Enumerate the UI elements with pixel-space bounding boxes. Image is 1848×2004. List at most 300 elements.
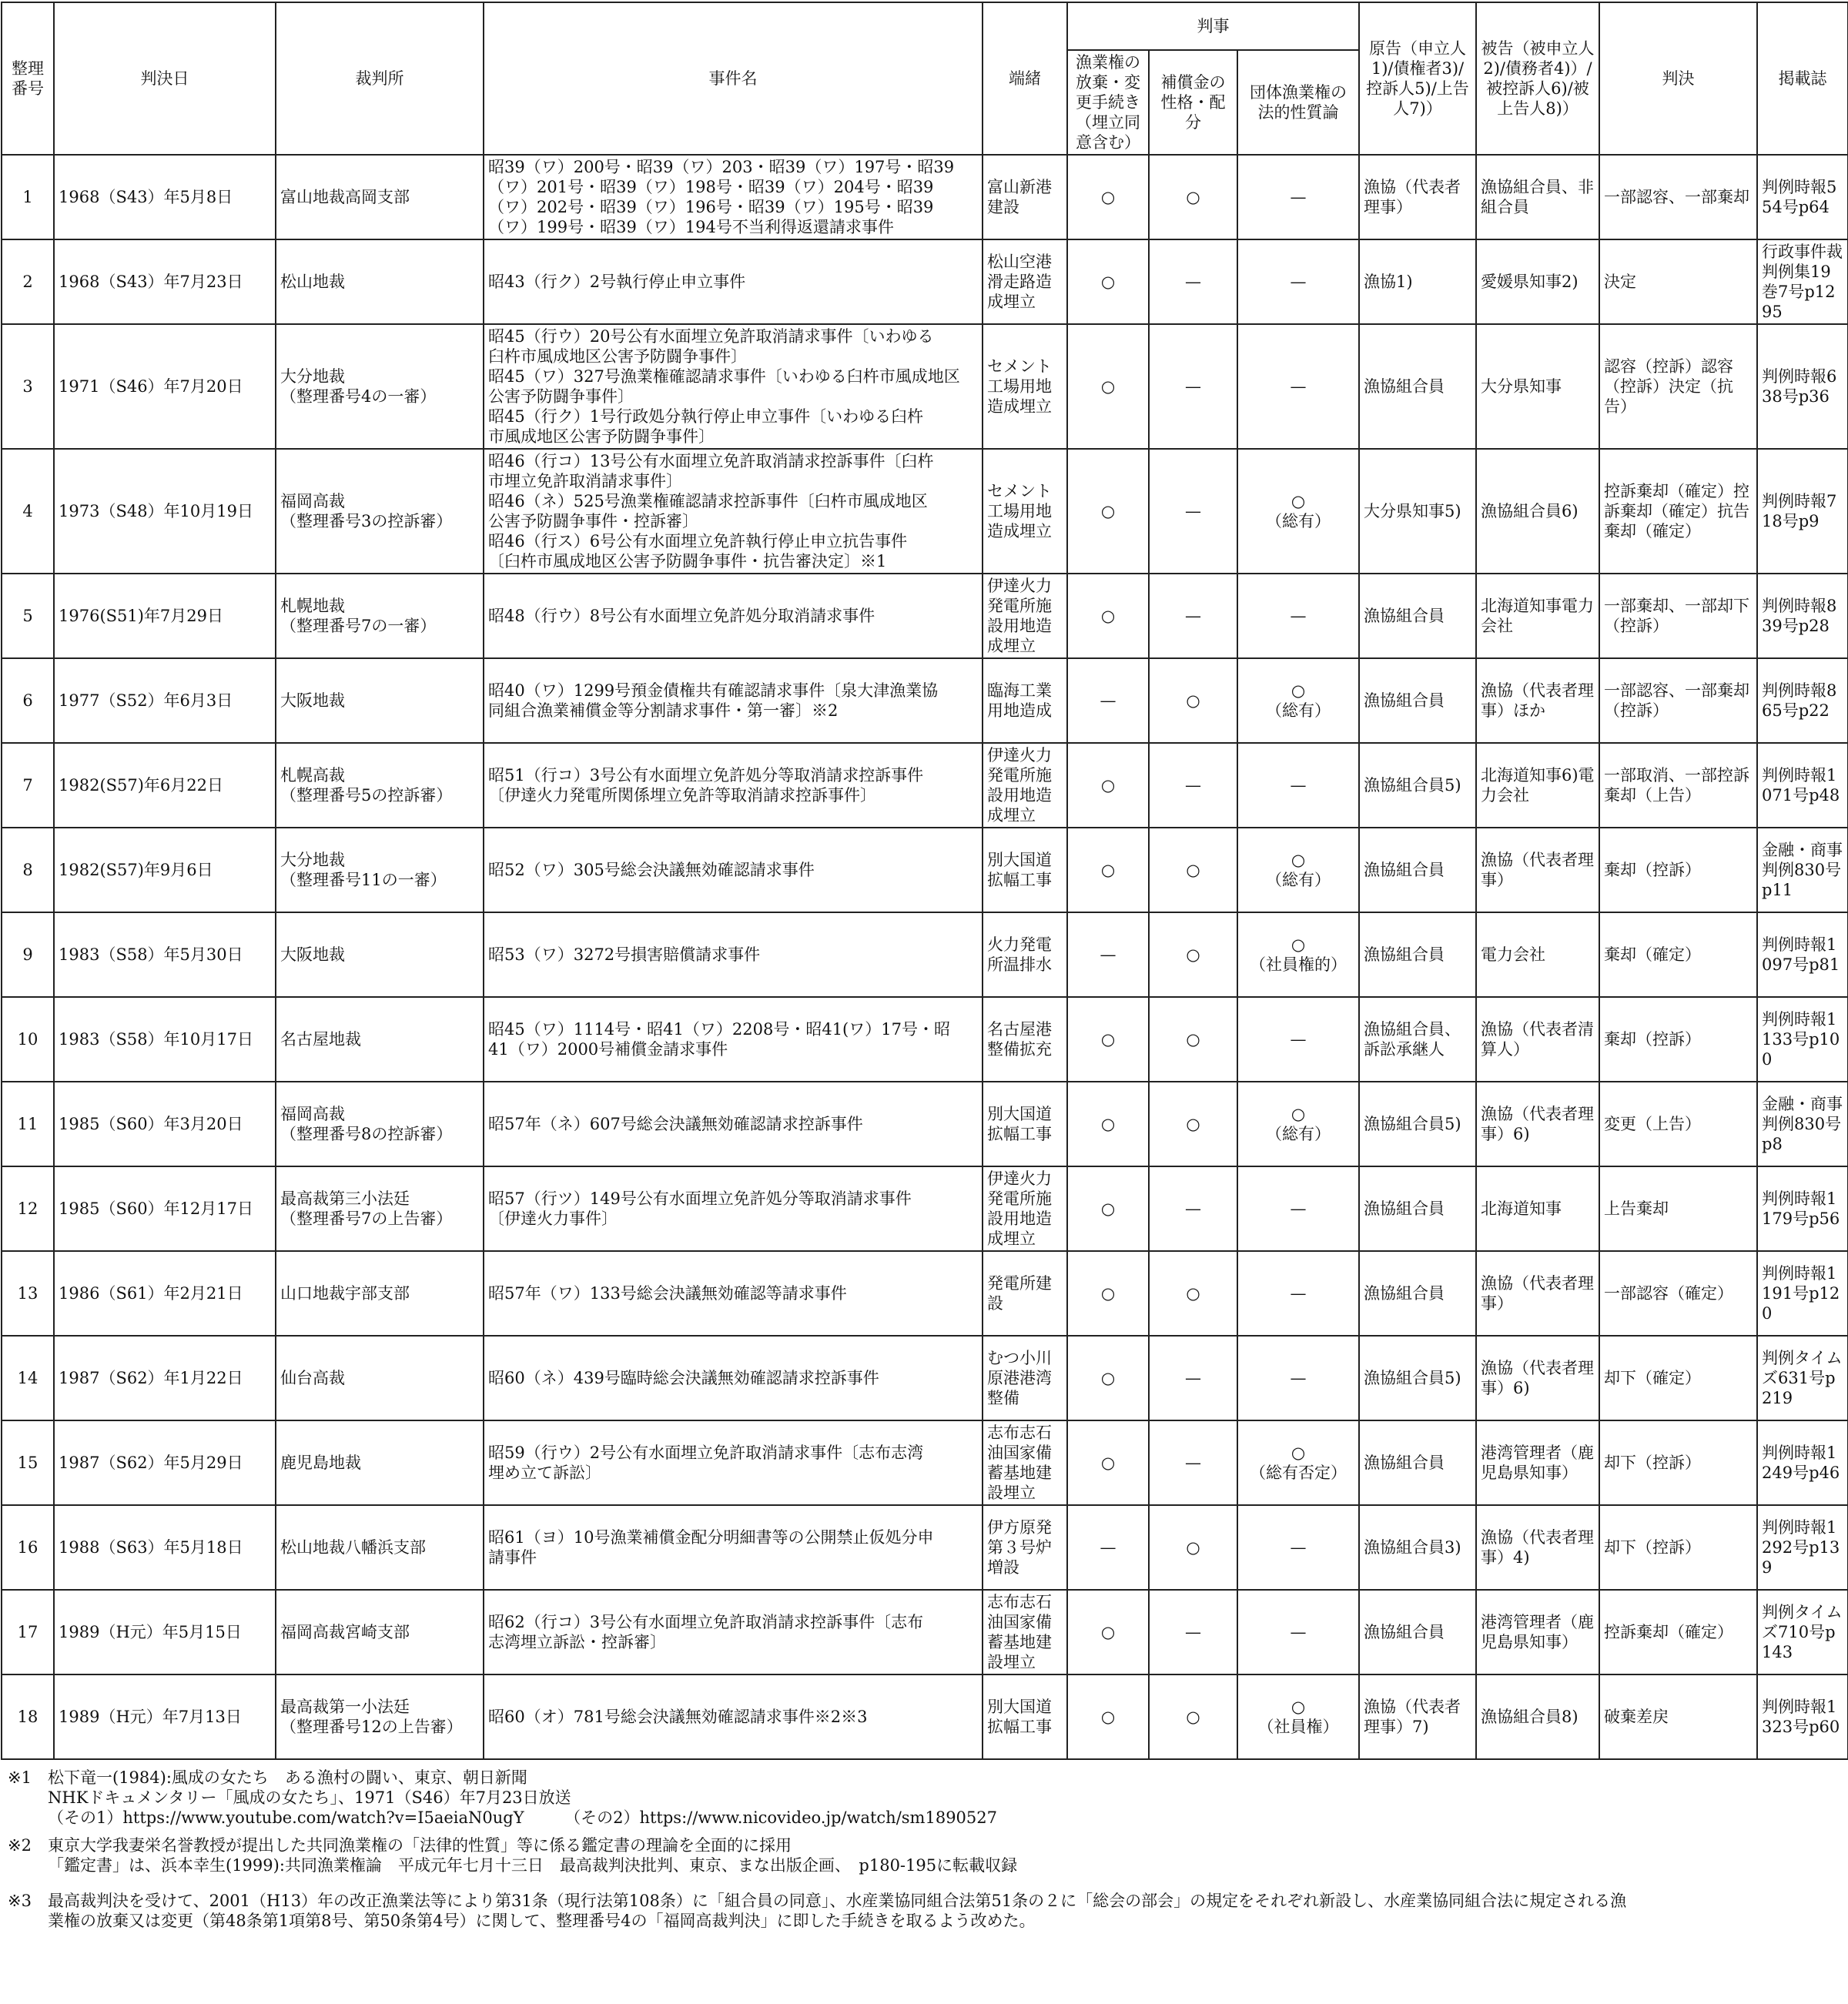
- row-number: 3: [2, 324, 54, 449]
- case-name: [484, 658, 983, 743]
- plaintiff: 漁協組合員、訴訟承継人: [1359, 997, 1476, 1082]
- mark-waiver-procedure: ○: [1067, 1166, 1149, 1251]
- header-origin: 端緒: [983, 2, 1067, 155]
- case-line: 昭57年（ワ）133号総会決議無効確認等請求事件: [488, 1284, 847, 1303]
- case-name: [484, 574, 983, 658]
- court-line: 富山地裁高岡支部: [280, 188, 410, 206]
- published-in: 判例時報1097号p81: [1757, 912, 1848, 997]
- row-number: 1: [2, 155, 54, 239]
- footnote-line: 業権の放棄又は変更（第48条第1項第8号、第50条第4号）に関して、整理番号4の「福岡高裁判決」に即した手続きを取るよう改めた。: [48, 1912, 1036, 1930]
- court-line: 松山地裁: [280, 273, 345, 291]
- case-line: 昭46（ネ）525号漁業権確認請求控訴事件〔臼杵市風成地区: [488, 492, 928, 510]
- footnote-line: 松下竜一(1984):風成の女たち ある漁村の闘い、東京、朝日新聞: [48, 1768, 527, 1787]
- footnote-mark: ※1: [8, 1768, 32, 1787]
- table-row: [2, 574, 1848, 658]
- judgment-result: 認容（控訴）認容（控訴）決定（抗告）: [1599, 324, 1757, 449]
- case-line: 昭45（ワ）1114号・昭41（ワ）2208号・昭41(ワ）17号・昭: [488, 1020, 950, 1039]
- h3-line: ○: [1291, 681, 1306, 700]
- mark-compensation: ○: [1149, 155, 1237, 239]
- court-line: 大分地裁: [280, 851, 345, 869]
- header-no: 整理番号: [2, 2, 54, 155]
- table-row: [2, 658, 1848, 743]
- mark-waiver-procedure: —: [1067, 1505, 1149, 1590]
- court-name: [276, 1082, 484, 1166]
- origin: 志布志石油国家備蓄基地建設埋立: [983, 1420, 1067, 1505]
- mark-waiver-procedure: ○: [1067, 1336, 1149, 1420]
- court-line: 札幌高裁: [280, 766, 345, 785]
- court-line: 大阪地裁: [280, 945, 345, 964]
- court-line: （整理番号7の上告審）: [280, 1209, 453, 1228]
- mark-compensation: —: [1149, 1166, 1237, 1251]
- mark-waiver-procedure: ○: [1067, 1420, 1149, 1505]
- published-in: 判例時報638号p36: [1757, 324, 1848, 449]
- table-row: [2, 1336, 1848, 1420]
- origin: 火力発電所温排水: [983, 912, 1067, 997]
- footnote-line: 「鑑定書」は、浜本幸生(1999):共同漁業権論 平成元年七月十三日 最高裁判決批判、東京、まな出版企画、 p180-195に転載収録: [48, 1856, 1018, 1875]
- row-number: 2: [2, 239, 54, 324]
- defendant: 愛媛県知事2): [1476, 239, 1599, 324]
- mark-waiver-procedure: ○: [1067, 239, 1149, 324]
- mark-waiver-procedure: ○: [1067, 449, 1149, 574]
- defendant: 漁協（代表者理事）: [1476, 1251, 1599, 1336]
- case-name: [484, 1251, 983, 1336]
- plaintiff: 漁協組合員5): [1359, 1082, 1476, 1166]
- mark-fishing-right-nature: [1237, 155, 1359, 239]
- footnote-mark: ※2: [8, 1836, 32, 1855]
- mark-compensation: ○: [1149, 1674, 1237, 1759]
- table-row: [2, 449, 1848, 574]
- h3-line: —: [1290, 377, 1307, 396]
- h3-line: —: [1290, 776, 1307, 795]
- published-in: 判例時報1191号p120: [1757, 1251, 1848, 1336]
- case-line: 公害予防闘争事件〕: [488, 387, 634, 406]
- case-line: 41（ワ）2000号補償金請求事件: [488, 1040, 728, 1059]
- row-number: 4: [2, 449, 54, 574]
- judgment-date: 1982(S57)年9月6日: [54, 828, 276, 912]
- h3-line: （総有）: [1266, 1125, 1331, 1143]
- judgment-date: 1977（S52）年6月3日: [54, 658, 276, 743]
- case-name: [484, 1505, 983, 1590]
- case-line: 昭46（行コ）13号公有水面埋立免許取消請求控訴事件〔臼杵: [488, 452, 934, 470]
- mark-compensation: —: [1149, 1420, 1237, 1505]
- row-number: 6: [2, 658, 54, 743]
- plaintiff: 漁協組合員: [1359, 658, 1476, 743]
- case-line: 昭51（行コ）3号公有水面埋立免許処分等取消請求控訴事件: [488, 766, 924, 785]
- plaintiff: 漁協1): [1359, 239, 1476, 324]
- plaintiff: 漁協組合員: [1359, 1166, 1476, 1251]
- table-body: [2, 155, 1848, 1759]
- court-line: 名古屋地裁: [280, 1030, 361, 1049]
- case-line: 昭57（行ツ）149号公有水面埋立免許処分等取消請求事件: [488, 1189, 912, 1208]
- court-name: [276, 997, 484, 1082]
- judgment-result: 上告棄却: [1599, 1166, 1757, 1251]
- court-name: [276, 574, 484, 658]
- header-plaintiff: 原告（申立人1)/債権者3)/控訴人5)/上告人7)）: [1359, 2, 1476, 155]
- case-line: 昭62（行コ）3号公有水面埋立免許取消請求控訴事件〔志布: [488, 1613, 924, 1631]
- origin: 伊達火力発電所施設用地造成埋立: [983, 1166, 1067, 1251]
- mark-fishing-right-nature: [1237, 1674, 1359, 1759]
- defendant: 漁協（代表者理事）6): [1476, 1336, 1599, 1420]
- mark-fishing-right-nature: [1237, 1336, 1359, 1420]
- mark-waiver-procedure: —: [1067, 658, 1149, 743]
- mark-fishing-right-nature: [1237, 1420, 1359, 1505]
- mark-fishing-right-nature: [1237, 449, 1359, 574]
- table-row: [2, 1674, 1848, 1759]
- mark-fishing-right-nature: [1237, 239, 1359, 324]
- judgment-date: 1982(S57)年6月22日: [54, 743, 276, 828]
- origin: 富山新港建設: [983, 155, 1067, 239]
- table-row: [2, 1505, 1848, 1590]
- judgment-result: 却下（確定）: [1599, 1336, 1757, 1420]
- court-name: [276, 1674, 484, 1759]
- origin: セメント工場用地造成埋立: [983, 449, 1067, 574]
- case-table: [1, 2, 1848, 1760]
- mark-fishing-right-nature: [1237, 1251, 1359, 1336]
- defendant: 漁協組合員6): [1476, 449, 1599, 574]
- mark-fishing-right-nature: [1237, 324, 1359, 449]
- h3-line: （総有）: [1266, 512, 1331, 530]
- court-line: （整理番号5の控訴審）: [280, 786, 453, 805]
- court-line: （整理番号8の控訴審）: [280, 1125, 453, 1143]
- header-h3: 団体漁業権の法的性質論: [1237, 50, 1359, 155]
- court-name: [276, 1420, 484, 1505]
- mark-waiver-procedure: ○: [1067, 574, 1149, 658]
- h3-line: ○: [1291, 935, 1306, 954]
- judgment-date: 1983（S58）年10月17日: [54, 997, 276, 1082]
- case-line: 昭60（オ）781号総会決議無効確認請求事件※2※3: [488, 1708, 868, 1726]
- court-line: 福岡高裁: [280, 1105, 345, 1123]
- mark-compensation: —: [1149, 239, 1237, 324]
- row-number: 17: [2, 1590, 54, 1674]
- mark-compensation: ○: [1149, 658, 1237, 743]
- judgment-result: 破棄差戻: [1599, 1674, 1757, 1759]
- case-line: 昭52（ワ）305号総会決議無効確認請求事件: [488, 861, 815, 879]
- footnote-line: 東京大学我妻栄名誉教授が提出した共同漁業権の「法律的性質」等に係る鑑定書の理論を全面的に採用: [48, 1836, 792, 1855]
- case-name: [484, 1166, 983, 1251]
- case-line: 〔臼杵市風成地区公害予防闘争事件・抗告審決定〕※1: [488, 552, 887, 570]
- defendant: 北海道知事電力会社: [1476, 574, 1599, 658]
- mark-compensation: —: [1149, 449, 1237, 574]
- court-line: （整理番号4の一審）: [280, 387, 437, 406]
- judgment-result: 棄却（控訴）: [1599, 997, 1757, 1082]
- plaintiff: 漁協組合員: [1359, 1420, 1476, 1505]
- h3-line: —: [1290, 607, 1307, 625]
- published-in: 判例時報1292号p139: [1757, 1505, 1848, 1590]
- case-line: 昭39（ワ）200号・昭39（ワ）203・昭39（ワ）197号・昭39: [488, 158, 955, 176]
- defendant: 大分県知事: [1476, 324, 1599, 449]
- court-line: 福岡高裁宮崎支部: [280, 1623, 410, 1641]
- case-line: 昭45（行ウ）20号公有水面埋立免許取消請求事件〔いわゆる: [488, 327, 934, 346]
- origin: 別大国道拡幅工事: [983, 1082, 1067, 1166]
- plaintiff: 大分県知事5): [1359, 449, 1476, 574]
- judgment-date: 1989（H元）年7月13日: [54, 1674, 276, 1759]
- judgment-date: 1985（S60）年12月17日: [54, 1166, 276, 1251]
- case-name: [484, 1336, 983, 1420]
- mark-compensation: —: [1149, 324, 1237, 449]
- court-line: 最高裁第三小法廷: [280, 1189, 410, 1208]
- judgment-result: 棄却（控訴）: [1599, 828, 1757, 912]
- court-name: [276, 449, 484, 574]
- judgment-date: 1985（S60）年3月20日: [54, 1082, 276, 1166]
- published-in: 判例タイムズ631号p219: [1757, 1336, 1848, 1420]
- mark-fishing-right-nature: [1237, 1166, 1359, 1251]
- defendant: 漁協（代表者清算人）: [1476, 997, 1599, 1082]
- h3-line: （総有）: [1266, 701, 1331, 720]
- court-name: [276, 1336, 484, 1420]
- mark-fishing-right-nature: [1237, 997, 1359, 1082]
- h3-line: ○: [1291, 851, 1306, 869]
- h3-line: （総有）: [1266, 871, 1331, 889]
- judgment-result: 一部認容（確定）: [1599, 1251, 1757, 1336]
- defendant: 漁協組合員、非組合員: [1476, 155, 1599, 239]
- table-row: [2, 828, 1848, 912]
- origin: 伊達火力発電所施設用地造成埋立: [983, 574, 1067, 658]
- header-judgment: 判決: [1599, 2, 1757, 155]
- judgment-date: 1976(S51)年7月29日: [54, 574, 276, 658]
- case-name: [484, 912, 983, 997]
- mark-waiver-procedure: ○: [1067, 324, 1149, 449]
- case-line: 昭60（ネ）439号臨時総会決議無効確認請求控訴事件: [488, 1369, 879, 1387]
- header-h2: 補償金の性格・配分: [1149, 50, 1237, 155]
- case-line: 昭48（行ウ）8号公有水面埋立免許処分取消請求事件: [488, 607, 875, 625]
- h3-line: （社員権的）: [1250, 955, 1347, 974]
- court-line: （整理番号11の一審）: [280, 871, 447, 889]
- origin: むつ小川原港港湾整備: [983, 1336, 1067, 1420]
- footnote-body: [48, 1891, 1834, 1931]
- mark-compensation: ○: [1149, 1082, 1237, 1166]
- h3-line: （社員権）: [1257, 1718, 1339, 1736]
- origin: 名古屋港整備拡充: [983, 997, 1067, 1082]
- court-name: [276, 1166, 484, 1251]
- mark-fishing-right-nature: [1237, 658, 1359, 743]
- case-line: 昭43（行ク）2号執行停止申立事件: [488, 273, 746, 291]
- origin: 別大国道拡幅工事: [983, 828, 1067, 912]
- table-row: [2, 1251, 1848, 1336]
- mark-fishing-right-nature: [1237, 743, 1359, 828]
- row-number: 8: [2, 828, 54, 912]
- row-number: 15: [2, 1420, 54, 1505]
- court-line: （整理番号3の控訴審）: [280, 512, 453, 530]
- court-name: [276, 155, 484, 239]
- mark-fishing-right-nature: [1237, 828, 1359, 912]
- row-number: 14: [2, 1336, 54, 1420]
- defendant: 電力会社: [1476, 912, 1599, 997]
- published-in: 金融・商事判例830号p11: [1757, 828, 1848, 912]
- mark-fishing-right-nature: [1237, 1590, 1359, 1674]
- court-line: 大阪地裁: [280, 691, 345, 710]
- judgment-date: 1988（S63）年5月18日: [54, 1505, 276, 1590]
- mark-fishing-right-nature: [1237, 574, 1359, 658]
- footnote-line: 最高裁判決を受けて、2001（H13）年の改正漁業法等により第31条（現行法第108条）に「組合員の同意」、水産業協同組合法第51条の２に「総会の部会」の規定をそれぞれ新設し、水産業協同組合法に規定される漁: [48, 1892, 1627, 1910]
- case-line: 同組合漁業補償金等分割請求事件・第一審〕※2: [488, 701, 839, 720]
- case-line: （ワ）202号・昭39（ワ）196号・昭39（ワ）195号・昭39: [488, 198, 934, 216]
- plaintiff: 漁協組合員: [1359, 1251, 1476, 1336]
- case-name: [484, 155, 983, 239]
- table-row: [2, 324, 1848, 449]
- case-line: 昭46（行ス）6号公有水面埋立免許執行停止申立抗告事件: [488, 532, 908, 550]
- origin: 別大国道拡幅工事: [983, 1674, 1067, 1759]
- court-line: 福岡高裁: [280, 492, 345, 510]
- judgment-result: 一部取消、一部控訴棄却（上告）: [1599, 743, 1757, 828]
- plaintiff: 漁協組合員: [1359, 912, 1476, 997]
- published-in: 判例時報839号p28: [1757, 574, 1848, 658]
- mark-waiver-procedure: ○: [1067, 828, 1149, 912]
- mark-fishing-right-nature: [1237, 1082, 1359, 1166]
- published-in: 判例時報865号p22: [1757, 658, 1848, 743]
- table-row: [2, 1590, 1848, 1674]
- mark-waiver-procedure: ○: [1067, 155, 1149, 239]
- court-name: [276, 1251, 484, 1336]
- mark-waiver-procedure: ○: [1067, 743, 1149, 828]
- mark-fishing-right-nature: [1237, 912, 1359, 997]
- defendant: 漁協組合員8): [1476, 1674, 1599, 1759]
- row-number: 9: [2, 912, 54, 997]
- h3-line: —: [1290, 1538, 1307, 1557]
- plaintiff: 漁協組合員: [1359, 828, 1476, 912]
- judgment-date: 1986（S61）年2月21日: [54, 1251, 276, 1336]
- defendant: 漁協（代表者理事）: [1476, 828, 1599, 912]
- header-h1: 漁業権の放棄・変更手続き（埋立同意含む）: [1067, 50, 1149, 155]
- court-name: [276, 239, 484, 324]
- court-line: 松山地裁八幡浜支部: [280, 1538, 426, 1557]
- footnote-body: [48, 1768, 1834, 1828]
- row-number: 12: [2, 1166, 54, 1251]
- plaintiff: 漁協組合員: [1359, 1590, 1476, 1674]
- mark-waiver-procedure: ○: [1067, 1674, 1149, 1759]
- court-line: 山口地裁宇部支部: [280, 1284, 410, 1303]
- plaintiff: 漁協（代表者理事）7): [1359, 1674, 1476, 1759]
- published-in: 判例時報718号p9: [1757, 449, 1848, 574]
- plaintiff: 漁協（代表者理事）: [1359, 155, 1476, 239]
- judgment-date: 1987（S62）年5月29日: [54, 1420, 276, 1505]
- plaintiff: 漁協組合員: [1359, 574, 1476, 658]
- row-number: 10: [2, 997, 54, 1082]
- case-name: [484, 1082, 983, 1166]
- court-line: （整理番号7の一審）: [280, 617, 437, 635]
- published-in: 判例時報1179号p56: [1757, 1166, 1848, 1251]
- case-line: 埋め立て訴訟〕: [488, 1464, 601, 1482]
- plaintiff: 漁協組合員: [1359, 324, 1476, 449]
- h3-line: ○: [1291, 1444, 1306, 1462]
- mark-compensation: —: [1149, 743, 1237, 828]
- case-line: 〔伊達火力発電所関係埋立免許等取消請求控訴事件〕: [488, 786, 876, 805]
- case-name: [484, 743, 983, 828]
- court-line: 鹿児島地裁: [280, 1454, 361, 1472]
- published-in: 判例タイムズ710号p143: [1757, 1590, 1848, 1674]
- case-name: [484, 1420, 983, 1505]
- case-name: [484, 1590, 983, 1674]
- mark-waiver-procedure: ○: [1067, 1590, 1149, 1674]
- h3-line: ○: [1291, 1105, 1306, 1123]
- origin: 発電所建設: [983, 1251, 1067, 1336]
- published-in: 判例時報1249号p46: [1757, 1420, 1848, 1505]
- mark-compensation: ○: [1149, 828, 1237, 912]
- table-row: [2, 155, 1848, 239]
- court-name: [276, 324, 484, 449]
- judgment-date: 1971（S46）年7月20日: [54, 324, 276, 449]
- mark-compensation: —: [1149, 1590, 1237, 1674]
- judgment-result: 一部棄却、一部却下（控訴）: [1599, 574, 1757, 658]
- header-hanji: 判事: [1067, 2, 1359, 50]
- origin: 志布志石油国家備蓄基地建設埋立: [983, 1590, 1067, 1674]
- judgment-date: 1968（S43）年7月23日: [54, 239, 276, 324]
- case-line: 昭40（ワ）1299号預金債権共有確認請求事件〔泉大津漁業協: [488, 681, 939, 700]
- table-row: [2, 1082, 1848, 1166]
- mark-waiver-procedure: ○: [1067, 1082, 1149, 1166]
- judgment-result: 棄却（確定）: [1599, 912, 1757, 997]
- court-line: 最高裁第一小法廷: [280, 1698, 410, 1716]
- case-name: [484, 239, 983, 324]
- table-row: [2, 1166, 1848, 1251]
- case-name: [484, 1674, 983, 1759]
- case-name: [484, 828, 983, 912]
- case-name: [484, 997, 983, 1082]
- h3-line: ○: [1291, 1698, 1306, 1716]
- court-line: 大分地裁: [280, 367, 345, 386]
- mark-waiver-procedure: —: [1067, 912, 1149, 997]
- published-in: 金融・商事判例830号p8: [1757, 1082, 1848, 1166]
- h3-line: —: [1290, 1623, 1307, 1641]
- court-name: [276, 1590, 484, 1674]
- row-number: 5: [2, 574, 54, 658]
- table-row: [2, 912, 1848, 997]
- case-name: [484, 449, 983, 574]
- mark-compensation: ○: [1149, 997, 1237, 1082]
- header-date: 判決日: [54, 2, 276, 155]
- judgment-result: 決定: [1599, 239, 1757, 324]
- case-line: 昭45（行ク）1号行政処分執行停止申立事件〔いわゆる臼杵: [488, 407, 924, 426]
- case-line: 志湾埋立訴訟・控訴審〕: [488, 1633, 666, 1651]
- court-name: [276, 828, 484, 912]
- judgment-result: 却下（控訴）: [1599, 1420, 1757, 1505]
- defendant: 北海道知事6)電力会社: [1476, 743, 1599, 828]
- footnote-mark: ※3: [8, 1892, 32, 1910]
- judgment-result: 却下（控訴）: [1599, 1505, 1757, 1590]
- defendant: 漁協（代表者理事）6): [1476, 1082, 1599, 1166]
- case-line: 請事件: [488, 1548, 537, 1567]
- judgment-date: 1987（S62）年1月22日: [54, 1336, 276, 1420]
- court-line: 札幌地裁: [280, 597, 345, 615]
- origin: 伊達火力発電所施設用地造成埋立: [983, 743, 1067, 828]
- mark-fishing-right-nature: [1237, 1505, 1359, 1590]
- court-name: [276, 658, 484, 743]
- plaintiff: 漁協組合員5): [1359, 743, 1476, 828]
- row-number: 7: [2, 743, 54, 828]
- judgment-date: 1989（H元）年5月15日: [54, 1590, 276, 1674]
- case-name: [484, 324, 983, 449]
- h3-line: —: [1290, 1030, 1307, 1049]
- defendant: 漁協（代表者理事）4): [1476, 1505, 1599, 1590]
- h3-line: —: [1290, 1199, 1307, 1218]
- case-line: 市風成地区公害予防闘争事件〕: [488, 427, 715, 446]
- defendant: 港湾管理者（鹿児島県知事）: [1476, 1590, 1599, 1674]
- court-line: 仙台高裁: [280, 1369, 345, 1387]
- origin: 臨海工業用地造成: [983, 658, 1067, 743]
- case-line: 昭45（ワ）327号漁業権確認請求事件〔いわゆる臼杵市風成地区: [488, 367, 960, 386]
- table-row: [2, 743, 1848, 828]
- mark-waiver-procedure: ○: [1067, 1251, 1149, 1336]
- mark-compensation: —: [1149, 574, 1237, 658]
- mark-compensation: ○: [1149, 1505, 1237, 1590]
- footnote-line: NHKドキュメンタリー「風成の女たち」、1971（S46）年7月23日放送: [48, 1788, 571, 1807]
- origin: 伊方原発第３号炉増設: [983, 1505, 1067, 1590]
- plaintiff: 漁協組合員5): [1359, 1336, 1476, 1420]
- court-name: [276, 912, 484, 997]
- published-in: 判例時報1071号p48: [1757, 743, 1848, 828]
- judgment-result: 控訴棄却（確定）: [1599, 1590, 1757, 1674]
- judgment-result: 変更（上告）: [1599, 1082, 1757, 1166]
- case-line: 臼杵市風成地区公害予防闘争事件〕: [488, 347, 747, 366]
